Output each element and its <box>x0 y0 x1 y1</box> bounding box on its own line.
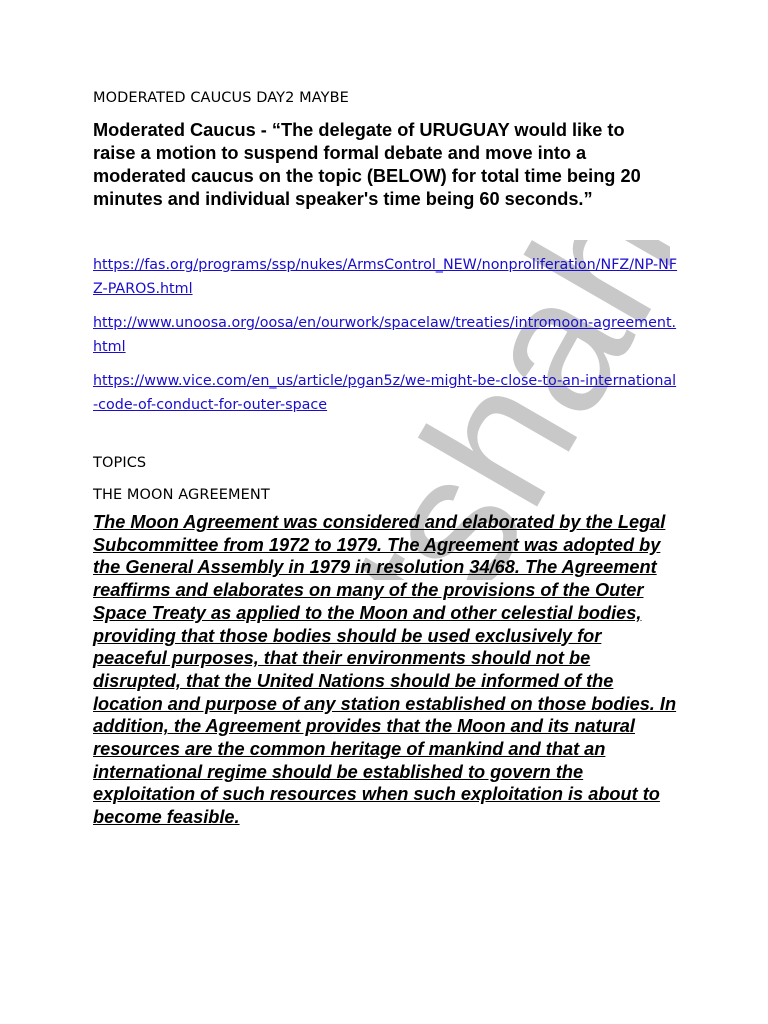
reference-link-unoosa[interactable]: http://www.unoosa.org/oosa/en/ourwork/spacelaw/treaties/intromoon-agreement.html <box>93 315 677 355</box>
watermark-text: tshah <box>308 240 670 580</box>
reference-link-vice[interactable]: https://www.vice.com/en_us/article/pgan5z/we-might-be-close-to-an-international-code-of-conduct-for-outer-space <box>93 373 677 413</box>
reference-links <box>93 253 683 417</box>
moon-agreement-title: THE MOON AGREEMENT <box>93 487 270 503</box>
motion-statement: Moderated Caucus - “The delegate of URUGUAY would like to raise a motion to suspend formal debate and move into a moderated caucus on the topic (BELOW) for total time being 20 minutes and individual speaker's time being 60 seconds.” <box>93 120 641 209</box>
document-page <box>93 88 683 829</box>
reference-link-fas[interactable]: https://fas.org/programs/ssp/nukes/ArmsControl_NEW/nonproliferation/NFZ/NP-NFZ-PAROS.html <box>93 257 678 297</box>
moon-agreement-body: The Moon Agreement was considered and elaborated by the Legal Subcommittee from 1972 to 1979. The Agreement was adopted by the General Assembly in 1979 in resolution 34/68. The Agreement reaffirms and elaborates on many of the provisions of the Outer Space Treaty as applied to the Moon and other celestial bodies, providing that those bodies should be used exclusively for peaceful purposes, that their environments should not be disrupted, that the United Nations should be informed of the location and purpose of any station established on those bodies. In addition, the Agreement provides that the Moon and its natural resources are the common heritage of mankind and that an international regime should be established to govern the exploitation of such resources when such exploitation is about to become feasible. <box>93 512 677 828</box>
topics-label: TOPICS <box>93 455 147 471</box>
document-heading: MODERATED CAUCUS DAY2 MAYBE <box>93 90 349 106</box>
